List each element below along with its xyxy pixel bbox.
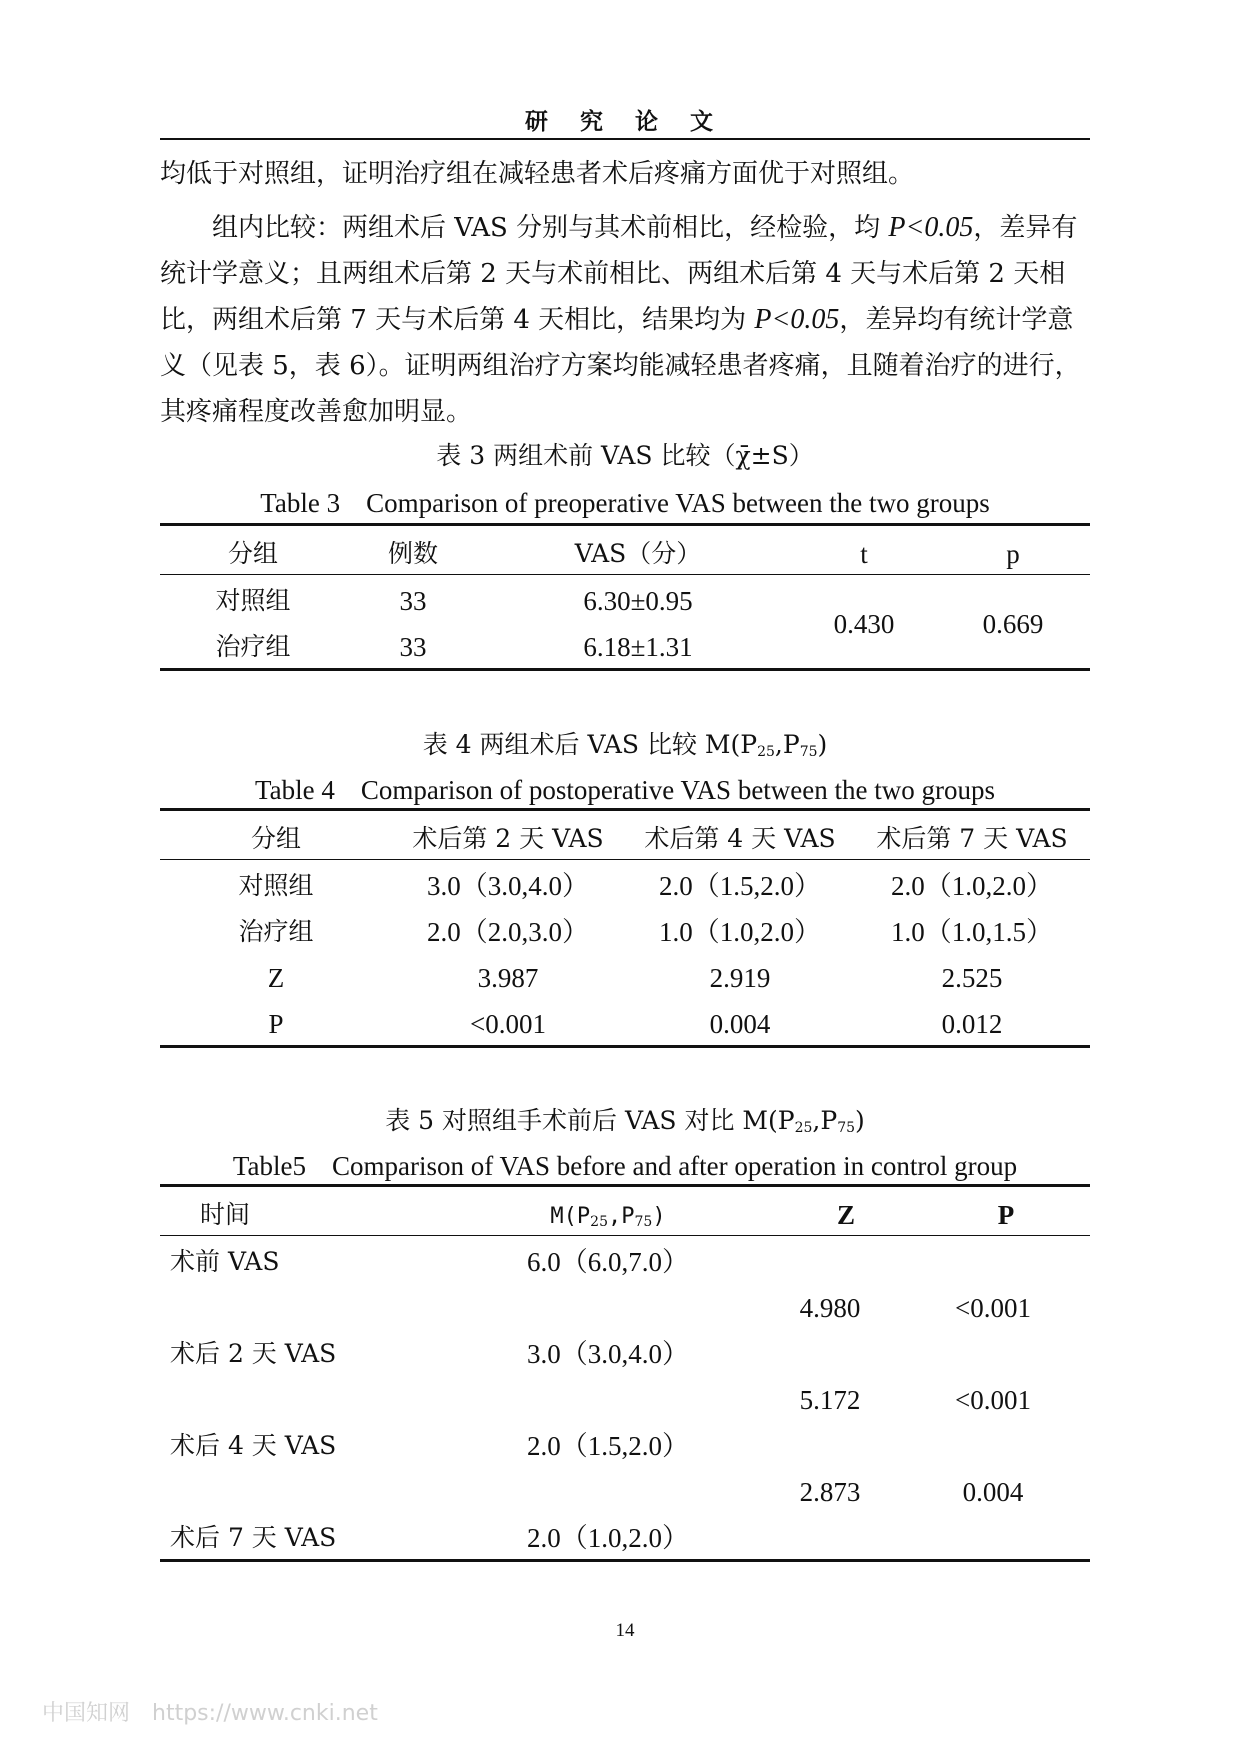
table3-caption-en [160, 486, 1090, 520]
table4-cell: 2.525 [941, 963, 1003, 993]
table5-row-time: 术前 VAS [170, 1247, 280, 1276]
table5-comparison-z: 5.172 [799, 1385, 861, 1415]
table3-header-n: 例数 [387, 539, 439, 568]
table3-t-value: 0.430 [833, 609, 895, 639]
table4-caption-cn [160, 728, 1090, 769]
table5-caption-cn-text: 表 5 对照组手术前后 VAS 对比 M(P [385, 1106, 795, 1135]
paragraph-1 [160, 151, 1090, 197]
table5-caption-title: Comparison of VAS before and after operation in control group [331, 1151, 1018, 1181]
table4-header-day4: 术后第 4 天 VAS [644, 824, 836, 853]
paragraph-2-text-c: ，差异均有统计学意义（见表 5，表 6）。证明两组治疗方案均能减轻患者疼痛，且随着治疗的进行，其疼痛程度改善愈加明显。 [160, 305, 1081, 427]
table4-caption-cn-text: 表 4 两组术后 VAS 比较 M(P [422, 730, 758, 759]
table3-row-control-n: 33 [399, 586, 427, 616]
table5-bottom-rule [160, 1559, 1090, 1562]
table5-comparison-p: <0.001 [955, 1293, 1031, 1323]
header-rule [160, 138, 1090, 140]
table4-top-rule [160, 808, 1090, 811]
table5-comparison-z: 2.873 [799, 1477, 861, 1507]
table5-header-p: P [997, 1200, 1015, 1230]
table3-row-treatment-vas: 6.18±1.31 [583, 632, 693, 662]
table4-row-z-label: Z [267, 963, 285, 993]
table5-caption-en [160, 1149, 1090, 1183]
page-number: 14 [615, 1620, 635, 1641]
subscript-75: 75 [799, 744, 818, 760]
table4-row-control-group: 对照组 [238, 871, 314, 900]
watermark-url: https://www.cnki.net [152, 1701, 378, 1726]
running-head: 研 究 论 文 [524, 108, 726, 135]
table4-header-rule [160, 859, 1090, 860]
table3-header-rule [160, 574, 1090, 575]
table4-cell: 2.0（1.0,2.0） [891, 871, 1053, 901]
table3-caption-cn: 表 3 两组术前 VAS 比较（χ̄±S） [436, 441, 814, 470]
table5-caption-number: Table5 [232, 1151, 306, 1181]
table4-row-treatment-group: 治疗组 [238, 917, 314, 946]
table5-comparison-z: 4.980 [799, 1293, 861, 1323]
table3-caption-number: Table 3 [260, 488, 341, 518]
table3-caption-title: Comparison of preoperative VAS between the two groups [366, 488, 990, 518]
p-value-inline: P<0.05 [754, 304, 840, 335]
table4-cell: 0.004 [709, 1009, 771, 1039]
table4-caption-cn-close: ) [817, 730, 828, 759]
table5-header-rule [160, 1235, 1090, 1236]
table5-row-m: 6.0（6.0,7.0） [527, 1247, 689, 1277]
table5-top-rule [160, 1184, 1090, 1187]
subscript-25: 25 [757, 744, 775, 760]
table5-header-z: Z [836, 1200, 856, 1230]
table5-header-time: 时间 [200, 1200, 251, 1229]
table4-header-day2: 术后第 2 天 VAS [412, 824, 604, 853]
table5-row-m: 2.0（1.0,2.0） [527, 1523, 689, 1553]
table4-caption-cn-sep: ,P [774, 730, 800, 759]
table4-header-day7: 术后第 7 天 VAS [876, 824, 1068, 853]
watermark [42, 1696, 378, 1727]
table4-caption-number: Table 4 [255, 775, 335, 805]
table3-row-treatment-group: 治疗组 [215, 632, 291, 661]
table5-row-time: 术后 2 天 VAS [170, 1339, 337, 1368]
table3-bottom-rule [160, 668, 1090, 671]
table4-caption-en [160, 773, 1090, 807]
table4-cell: 0.012 [941, 1009, 1003, 1039]
table3-header-p: p [1006, 539, 1020, 569]
table4-cell: 3.0（3.0,4.0） [427, 871, 589, 901]
table5-row-time: 术后 4 天 VAS [170, 1431, 337, 1460]
table3-header-group: 分组 [227, 539, 279, 568]
subscript-75: 75 [634, 1214, 653, 1230]
table5-header-m-text: M(P [550, 1204, 591, 1229]
subscript-25: 25 [590, 1214, 608, 1230]
table5-header-m-sep: ,P [608, 1204, 635, 1229]
table4-cell: 2.919 [709, 963, 771, 993]
table4-bottom-rule [160, 1045, 1090, 1048]
table3-row-control-vas: 6.30±0.95 [583, 586, 693, 616]
table4-caption-title: Comparison of postoperative VAS between the two groups [360, 775, 995, 805]
table4-cell: 2.0（1.5,2.0） [659, 871, 821, 901]
subscript-25: 25 [794, 1120, 813, 1136]
watermark-logo-text: 中国知网 [42, 1701, 131, 1726]
table5-comparison-p: 0.004 [962, 1477, 1024, 1507]
table5-header-m [550, 1198, 665, 1239]
paragraph-2-text-a: 组内比较：两组术后 VAS 分别与其术前相比，经检验，均 [212, 213, 889, 243]
table3-header-t: t [860, 539, 868, 569]
table3-row-control-group: 对照组 [215, 586, 291, 615]
paragraph-2 [160, 205, 1090, 435]
table5-comparison-p: <0.001 [955, 1385, 1031, 1415]
table3-top-rule [160, 523, 1090, 526]
table3-header-vas: VAS（分） [574, 539, 702, 568]
p-value-inline: P<0.05 [888, 212, 974, 243]
table4-row-p-label: P [268, 1009, 284, 1039]
paragraph-2-text-b: ，差异有统计学意义；且两组术后第 2 天与术前相比、两组术后第 4 天与术后第 2 天相比，两组术后第 7 天与术后第 4 天相比，结果均为 [160, 213, 1078, 335]
table4-cell: 1.0（1.0,2.0） [659, 917, 821, 947]
table5-row-time: 术后 7 天 VAS [170, 1523, 337, 1552]
table5-header-m-close: ) [652, 1204, 666, 1229]
table4-cell: <0.001 [470, 1009, 546, 1039]
table5-row-m: 3.0（3.0,4.0） [527, 1339, 689, 1369]
table4-cell: 1.0（1.0,1.5） [891, 917, 1053, 947]
table3-p-value: 0.669 [982, 609, 1044, 639]
subscript-75: 75 [837, 1120, 856, 1136]
table5-caption-cn [160, 1104, 1090, 1145]
paragraph-1-text: 均低于对照组，证明治疗组在减轻患者术后疼痛方面优于对照组。 [160, 159, 915, 189]
table4-header-group: 分组 [250, 824, 302, 853]
table5-row-m: 2.0（1.5,2.0） [527, 1431, 689, 1461]
table3-row-treatment-n: 33 [399, 632, 427, 662]
table5-caption-cn-close: ) [855, 1106, 865, 1135]
table5-caption-cn-sep: ,P [812, 1106, 838, 1135]
table4-cell: 3.987 [477, 963, 539, 993]
table4-cell: 2.0（2.0,3.0） [427, 917, 589, 947]
